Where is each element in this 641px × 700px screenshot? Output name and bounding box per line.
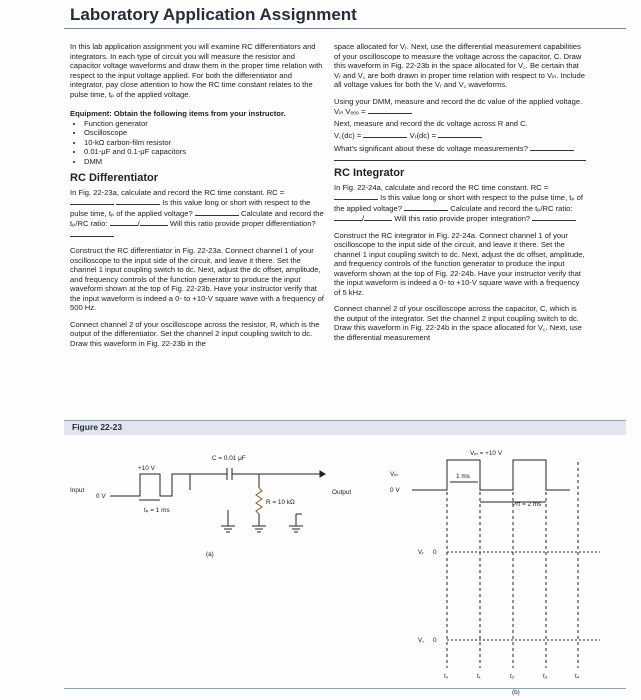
vr-zero-label: 0 [433,549,437,556]
input-pulse-waveform [110,474,190,496]
vc-dc-label: V꜀(dc) = [334,131,362,140]
prt-label: Prt = 2 ms [512,501,542,508]
int-rc-prompt: In Fig. 22-24a, calculate and record the RC time constant. RC = [334,182,549,192]
dmm-applied-prompt: Using your DMM, measure and record the dc value of the applied voltage. Vᵢₙ Vₑₒₒ = [334,96,583,116]
int-ratio-prompt: Calculate and record the tₚ/RC ratio: [450,203,573,213]
part-a-label: (a) [206,551,214,558]
dmm-question: What's significant about these dc voltage measurements? [334,143,528,153]
equipment-item: • Oscilloscope [84,128,324,138]
input-label: Input [70,487,85,494]
t0-label: t₀ [444,673,449,680]
vc-label: V꜀ [418,637,425,644]
int-construct-paragraph: Construct the RC integrator in Fig. 22-24a. Connect channel 1 of your oscilloscope to the input side of the circuit, and leave it there. Set the channel 1 input coupling switch to dc. Next, adjust the dc offset, amplitude, and frequency controls of the function generator to produce the input waveform shown at the top of Fig. 22-24b. Have your instructor verify that the input waveform is indeed a 0- to +10-V square wave with a frequency of 5 kHz. [334,230,585,297]
int-proper-prompt: Will this ratio provide proper integration? [394,214,531,223]
ms1-label: 1 ms [456,473,470,480]
equipment-item: • Function generator [84,119,324,129]
output-label: Output [332,489,352,496]
resistor-value-label: R = 10 kΩ [266,499,295,506]
t1-label: t₁ [477,673,481,680]
dmm-next-line: Next, measure and record the dc voltage across R and C. [334,118,528,128]
rc-integrator-heading: RC Integrator [334,167,405,179]
diff-long-short-prompt: Is this value long or short with respect to the pulse time, tₚ of the applied voltage? [70,198,311,218]
intro-paragraph: In this lab application assignment you will examine RC differentiators and integrators. In each type of circuit you will measure the resistor and capacitor voltage waveforms and draw them in the proper time relation with respect to the input voltage applied. For both the differentiator and integrator, pay close attention to how the RC time constant relates to the pulse time, tₚ of the applied voltage. [70,42,323,99]
diff-question-paragraph: In Fig. 22-23a, calculate and record the RC time constant. RC = Is this value long or short with respect to the pulse time, tₚ of the applied voltage? Calculate and record the tₚ/RC ratio: / Will this ratio provide proper differentiation? [70,188,324,240]
tp-label: tₚ = 1 ms [144,507,170,514]
figure-label: Figure 22-23 [72,422,123,432]
t4-label: t₄ [575,673,580,680]
plus10-label: +10 V [138,465,155,472]
diff-construct-paragraph: Construct the RC differentiator in Fig. 22-23a. Connect channel 1 of your oscilloscope to the input side of the circuit, and leave it there. Set the channel 1 input coupling switch to dc. Next, adjust the dc offset, amplitude, and frequency controls of the function generator to produce the input waveform shown at the top of Fig. 22-23b. Have your instructor verify that the input waveform is indeed a 0- to +10-V square wave with a frequency of 500 Hz. [70,246,324,312]
page-title: Laboratory Application Assignment [70,5,357,24]
vc-zero-label: 0 [433,637,437,644]
t3-label: t₃ [543,673,548,680]
equipment-item: • DMM [84,157,324,167]
t2-label: t₂ [510,673,515,680]
int-question-paragraph: In Fig. 22-24a, calculate and record the RC time constant. RC = Is this value long or short with respect to the pulse time, tₚ of the applied voltage? Calculate and record the tₚ/RC ratio: / Will this ratio provide proper integration? [334,182,584,223]
int-long-short-prompt: Is this value long or short with respect to the pulse time, tₚ of the applied voltage? [334,193,584,213]
vin-label: Vᵢₙ [390,471,398,478]
equipment-label: Equipment: Obtain the following items from your instructor. [70,109,286,118]
int-channel2-paragraph: Connect channel 2 of your oscilloscope across the capacitor, C, which is the output of the integrator. Set the channel 2 input coupling switch to dc. Draw this waveform in Fig. 22-24b in the space allocated for V꜀. Next, use the differential measurement [334,304,582,342]
diff-channel2-paragraph: Connect channel 2 of your oscilloscope across the resistor, R, which is the output of the differentiator. Set the channel 2 input coupling switch to dc. Draw this waveform in Fig. 22-23b in the [70,319,320,348]
vr-label: Vᵣ [418,549,424,556]
vin-top-label: Vᵢₙ = +10 V [470,450,502,457]
resistor-zigzag [256,488,262,514]
output-arrowhead [320,471,325,477]
zero-volt-label: 0 V [96,493,106,500]
capacitor-value-label: C = 0.01 μF [212,455,246,462]
vin-zero-label: 0 V [390,487,400,494]
diff-rc-prompt: In Fig. 22-23a, calculate and record the RC time constant. RC = [70,187,285,197]
vin-waveform [412,460,570,490]
vr-dc-label: Vᵣ(dc) = [409,131,437,140]
equipment-item: • 10-kΩ carbon-film resistor [84,138,324,148]
continued-paragraph: space allocated for Vᵣ. Next, use the differential measurement capabilities of your oscilloscope to measure the voltage across the capacitor, C. Draw this waveform in Fig. 22-23b in the space allocated for V꜀. Be certain that Vᵣ and V꜀ are both drawn in proper time relation with respect to Vᵢₙ. Include all voltage values for both the Vᵣ and V꜀ waveforms. [334,42,585,89]
diff-ratio-prompt: Calculate and record the tₚ/RC ratio: [70,208,324,228]
rc-differentiator-heading: RC Differentiator [70,172,159,184]
figure-bottom-rule [64,688,626,689]
equipment-item: • 0.01-μF and 0.1-μF capacitors [84,147,324,157]
diff-proper-prompt: Will this ratio provide proper differentiation? [169,219,316,228]
part-b-label: (b) [512,689,520,696]
